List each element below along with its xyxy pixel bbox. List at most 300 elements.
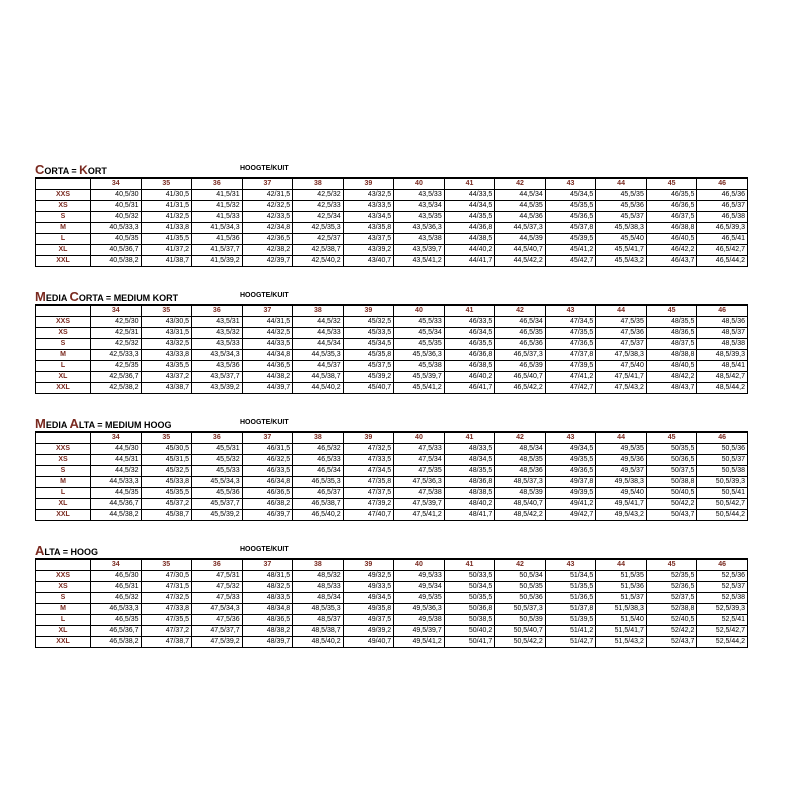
- column-header: 43: [545, 432, 596, 444]
- table-cell: 50/34,5: [444, 582, 495, 593]
- table-cell: 42/38,2: [242, 245, 293, 256]
- table-cell: 45,5/38: [394, 361, 445, 372]
- table-cell: 44,5/32: [91, 466, 142, 477]
- table-cell: 47,5/34,3: [192, 604, 243, 615]
- table-cell: 46/38,8: [646, 223, 697, 234]
- table-cell: 50/40,2: [444, 626, 495, 637]
- table-cell: 47/33,8: [141, 604, 192, 615]
- table-cell: 44,5/38,7: [293, 372, 344, 383]
- table-cell: 44,5/34: [293, 339, 344, 350]
- table-cell: 46,5/33: [293, 455, 344, 466]
- table-cell: 49,5/40: [596, 488, 647, 499]
- table-cell: 50,5/34: [495, 571, 546, 582]
- table-cell: 50,5/37,3: [495, 604, 546, 615]
- column-header: 42: [495, 559, 546, 571]
- table-cell: 52/42,2: [646, 626, 697, 637]
- table-cell: 44/39,7: [242, 383, 293, 394]
- row-size-label: S: [36, 466, 91, 477]
- table-cell: 46/35,5: [646, 190, 697, 201]
- table-cell: 43/37,2: [141, 372, 192, 383]
- table-cell: 44/36,5: [242, 361, 293, 372]
- column-header: 42: [495, 305, 546, 317]
- column-header: 35: [141, 432, 192, 444]
- table-corner-cell: [36, 305, 91, 317]
- table-row: [36, 444, 748, 455]
- table-cell: 50,5/37: [697, 455, 748, 466]
- table-row: [36, 328, 748, 339]
- table-cell: 48/39,7: [242, 637, 293, 648]
- table-cell: 47,5/37,7: [192, 626, 243, 637]
- table-cell: 48,5/39,3: [697, 350, 748, 361]
- table-cell: 48/31,5: [242, 571, 293, 582]
- table-cell: 45,5/34,3: [192, 477, 243, 488]
- table-cell: 47,5/33: [192, 593, 243, 604]
- table-cell: 46,5/40,2: [293, 510, 344, 521]
- table-cell: 43,5/36: [192, 361, 243, 372]
- table-corner-cell: [36, 559, 91, 571]
- table-cell: 42,5/40,2: [293, 256, 344, 267]
- table-cell: 49/34,5: [343, 593, 394, 604]
- row-size-label: M: [36, 223, 91, 234]
- row-size-label: XL: [36, 626, 91, 637]
- table-cell: 47/30,5: [141, 571, 192, 582]
- row-size-label: XXS: [36, 190, 91, 201]
- table-cell: 44,5/40,2: [293, 383, 344, 394]
- column-header: 46: [697, 432, 748, 444]
- column-header: 38: [293, 178, 344, 190]
- table-cell: 42,5/32: [91, 339, 142, 350]
- table-cell: 45/37,2: [141, 499, 192, 510]
- table-cell: 49/40,7: [343, 637, 394, 648]
- table-cell: 48,5/42,7: [697, 372, 748, 383]
- table-cell: 45/36,5: [545, 212, 596, 223]
- table-cell: 46,5/37: [293, 488, 344, 499]
- table-cell: 51,5/40: [596, 615, 647, 626]
- table-cell: 45,5/36,3: [394, 350, 445, 361]
- row-size-label: XL: [36, 245, 91, 256]
- table-row: [36, 455, 748, 466]
- table-cell: 48/41,7: [444, 510, 495, 521]
- row-size-label: XXL: [36, 383, 91, 394]
- table-cell: 44,5/36,7: [91, 499, 142, 510]
- table-cell: 47,5/33: [394, 444, 445, 455]
- column-header: 34: [91, 305, 142, 317]
- table-row: [36, 615, 748, 626]
- table-cell: 44,5/35: [91, 488, 142, 499]
- table-cell: 45,5/43,2: [596, 256, 647, 267]
- table-cell: 41,5/37,7: [192, 245, 243, 256]
- table-row: [36, 477, 748, 488]
- table-cell: 45/31,5: [141, 455, 192, 466]
- table-cell: 48,5/44,2: [697, 383, 748, 394]
- table-cell: 51,5/43,2: [596, 637, 647, 648]
- column-header: 37: [242, 432, 293, 444]
- row-size-label: XL: [36, 499, 91, 510]
- table-cell: 43/38,7: [141, 383, 192, 394]
- table-cell: 46/33,5: [242, 466, 293, 477]
- table-cell: 43,5/34: [394, 201, 445, 212]
- table-cell: 46,5/35: [495, 328, 546, 339]
- table-cell: 47/37,2: [141, 626, 192, 637]
- table-cell: 47/33,5: [343, 455, 394, 466]
- size-table: [35, 431, 748, 521]
- table-cell: 42,5/36,7: [91, 372, 142, 383]
- table-cell: 48,5/35: [495, 455, 546, 466]
- table-cell: 48/40,5: [646, 361, 697, 372]
- table-cell: 49/37,8: [545, 477, 596, 488]
- table-cell: 47,5/34: [394, 455, 445, 466]
- table-cell: 46/34,8: [242, 477, 293, 488]
- table-cell: 46,5/40,7: [495, 372, 546, 383]
- table-cell: 48,5/36: [495, 466, 546, 477]
- table-cell: 44,5/36: [495, 212, 546, 223]
- column-header: 35: [141, 559, 192, 571]
- table-header-row: [36, 432, 748, 444]
- table-cell: 52,5/39,3: [697, 604, 748, 615]
- table-cell: 48,5/38: [697, 339, 748, 350]
- column-header: 37: [242, 559, 293, 571]
- table-cell: 44,5/30: [91, 444, 142, 455]
- table-cell: 50/36,5: [646, 455, 697, 466]
- table-cell: 48/36,8: [444, 477, 495, 488]
- section-title: MEDIA ALTA = MEDIUM HOOG: [35, 416, 172, 431]
- table-cell: 50/35,5: [444, 593, 495, 604]
- table-row: [36, 223, 748, 234]
- table-cell: 45,5/35: [596, 190, 647, 201]
- table-cell: 41/38,7: [141, 256, 192, 267]
- section-subheader: HOOGTE/KUIT: [240, 165, 289, 172]
- table-row: [36, 317, 748, 328]
- table-cell: 46/38,5: [444, 361, 495, 372]
- table-cell: 52/36,5: [646, 582, 697, 593]
- table-row: [36, 488, 748, 499]
- table-cell: 49/42,7: [545, 510, 596, 521]
- section-title: ALTA = HOOG: [35, 543, 98, 558]
- table-cell: 44,5/35: [495, 201, 546, 212]
- table-cell: 46/40,5: [646, 234, 697, 245]
- table-cell: 50/43,7: [646, 510, 697, 521]
- table-cell: 50/41,7: [444, 637, 495, 648]
- table-cell: 43,5/37,7: [192, 372, 243, 383]
- table-cell: 47,5/31: [192, 571, 243, 582]
- table-cell: 46/36,5: [646, 201, 697, 212]
- table-cell: 50,5/42,2: [495, 637, 546, 648]
- table-cell: 51/39,5: [545, 615, 596, 626]
- column-header: 46: [697, 178, 748, 190]
- table-cell: 42/36,5: [242, 234, 293, 245]
- table-cell: 41,5/39,2: [192, 256, 243, 267]
- table-cell: 40,5/33,3: [91, 223, 142, 234]
- column-header: 38: [293, 559, 344, 571]
- table-cell: 45/34,5: [343, 339, 394, 350]
- row-size-label: M: [36, 350, 91, 361]
- table-cell: 42/32,5: [242, 201, 293, 212]
- table-cell: 47/35,5: [141, 615, 192, 626]
- column-header: 37: [242, 178, 293, 190]
- table-cell: 44,5/38,2: [91, 510, 142, 521]
- table-cell: 46,5/42,2: [495, 383, 546, 394]
- table-row: [36, 350, 748, 361]
- table-cell: 46/34,5: [444, 328, 495, 339]
- table-cell: 43,5/39,2: [192, 383, 243, 394]
- table-row: [36, 190, 748, 201]
- table-row: [36, 339, 748, 350]
- section-title: CORTA = KORT: [35, 162, 107, 177]
- table-cell: 42,5/34: [293, 212, 344, 223]
- table-cell: 42/33,5: [242, 212, 293, 223]
- table-cell: 52,5/44,2: [697, 637, 748, 648]
- column-header: 45: [646, 178, 697, 190]
- table-cell: 46,5/42,7: [697, 245, 748, 256]
- table-cell: 45/39,5: [545, 234, 596, 245]
- table-header-row: [36, 559, 748, 571]
- column-header: 45: [646, 305, 697, 317]
- table-cell: 49,5/35: [596, 444, 647, 455]
- table-cell: 51/41,2: [545, 626, 596, 637]
- table-cell: 41,5/32: [192, 201, 243, 212]
- table-cell: 46/41,7: [444, 383, 495, 394]
- table-cell: 47/41,2: [545, 372, 596, 383]
- column-header: 34: [91, 432, 142, 444]
- table-cell: 43/32,5: [141, 339, 192, 350]
- table-cell: 48,5/33: [293, 582, 344, 593]
- table-cell: 45,5/39,7: [394, 372, 445, 383]
- table-cell: 43/35,8: [343, 223, 394, 234]
- table-cell: 50/36,8: [444, 604, 495, 615]
- table-cell: 42,5/38,2: [91, 383, 142, 394]
- table-cell: 43,5/32: [192, 328, 243, 339]
- table-cell: 49/33,5: [343, 582, 394, 593]
- row-size-label: XXL: [36, 256, 91, 267]
- table-cell: 48/38,2: [242, 626, 293, 637]
- table-cell: 48/34,8: [242, 604, 293, 615]
- table-cell: 48/36,5: [242, 615, 293, 626]
- table-cell: 50/40,5: [646, 488, 697, 499]
- table-cell: 43,5/33: [394, 190, 445, 201]
- table-cell: 46,5/35,3: [293, 477, 344, 488]
- table-cell: 47,5/41,2: [394, 510, 445, 521]
- table-cell: 48/38,5: [444, 488, 495, 499]
- table-cell: 48,5/34: [293, 593, 344, 604]
- table-row: [36, 499, 748, 510]
- table-cell: 40,5/36,7: [91, 245, 142, 256]
- column-header: 38: [293, 432, 344, 444]
- table-cell: 44/35,5: [444, 212, 495, 223]
- table-cell: 48/36,5: [646, 328, 697, 339]
- table-cell: 46,5/30: [91, 571, 142, 582]
- column-header: 41: [444, 432, 495, 444]
- table-cell: 47,5/39,7: [394, 499, 445, 510]
- table-cell: 41/37,2: [141, 245, 192, 256]
- table-cell: 47,5/43,2: [596, 383, 647, 394]
- table-cell: 44/31,5: [242, 317, 293, 328]
- table-cell: 50,5/35: [495, 582, 546, 593]
- column-header: 40: [394, 432, 445, 444]
- table-cell: 47,5/32: [192, 582, 243, 593]
- table-cell: 47/39,2: [343, 499, 394, 510]
- table-cell: 41,5/36: [192, 234, 243, 245]
- table-cell: 51/35,5: [545, 582, 596, 593]
- table-cell: 48/42,2: [646, 372, 697, 383]
- table-row: [36, 256, 748, 267]
- table-cell: 40,5/32: [91, 212, 142, 223]
- table-row: [36, 593, 748, 604]
- table-cell: 44/34,5: [444, 201, 495, 212]
- table-cell: 45,5/40: [596, 234, 647, 245]
- table-cell: 46/38,2: [242, 499, 293, 510]
- table-cell: 41/35,5: [141, 234, 192, 245]
- table-cell: 46/31,5: [242, 444, 293, 455]
- table-cell: 46/32,5: [242, 455, 293, 466]
- table-cell: 44/33,5: [444, 190, 495, 201]
- table-cell: 45,5/35: [394, 339, 445, 350]
- table-cell: 46,5/36: [495, 339, 546, 350]
- table-cell: 52,5/38: [697, 593, 748, 604]
- table-cell: 45/33,8: [141, 477, 192, 488]
- table-cell: 41,5/34,3: [192, 223, 243, 234]
- table-cell: 47,5/41,7: [596, 372, 647, 383]
- column-header: 46: [697, 305, 748, 317]
- table-cell: 46,5/31: [91, 582, 142, 593]
- table-cell: 43,5/36,3: [394, 223, 445, 234]
- column-header: 43: [545, 559, 596, 571]
- table-cell: 51/36,5: [545, 593, 596, 604]
- table-cell: 42/31,5: [242, 190, 293, 201]
- table-cell: 47/32,5: [141, 593, 192, 604]
- table-cell: 48,5/40,2: [293, 637, 344, 648]
- table-cell: 45,5/38,3: [596, 223, 647, 234]
- column-header: 38: [293, 305, 344, 317]
- table-cell: 44,5/33: [293, 328, 344, 339]
- column-header: 44: [596, 432, 647, 444]
- table-cell: 46,5/39,3: [697, 223, 748, 234]
- table-cell: 49,5/39,7: [394, 626, 445, 637]
- table-cell: 43,5/38: [394, 234, 445, 245]
- table-cell: 40,5/38,2: [91, 256, 142, 267]
- table-cell: 48/34,5: [444, 455, 495, 466]
- table-cell: 48/43,7: [646, 383, 697, 394]
- table-cell: 46,5/35: [91, 615, 142, 626]
- table-cell: 43,5/31: [192, 317, 243, 328]
- table-row: [36, 466, 748, 477]
- column-header: 41: [444, 305, 495, 317]
- table-cell: 41/31,5: [141, 201, 192, 212]
- table-cell: 48,5/40,7: [495, 499, 546, 510]
- table-cell: 52,5/36: [697, 571, 748, 582]
- column-header: 42: [495, 178, 546, 190]
- table-cell: 50/42,2: [646, 499, 697, 510]
- table-cell: 46/36,5: [242, 488, 293, 499]
- table-cell: 49/34,5: [545, 444, 596, 455]
- table-cell: 50,5/38: [697, 466, 748, 477]
- table-cell: 45/39,2: [343, 372, 394, 383]
- table-cell: 44/40,2: [444, 245, 495, 256]
- column-header: 43: [545, 178, 596, 190]
- table-cell: 44/33,5: [242, 339, 293, 350]
- table-cell: 46/39,7: [242, 510, 293, 521]
- table-cell: 45,5/37,7: [192, 499, 243, 510]
- table-row: [36, 582, 748, 593]
- table-cell: 44,5/37: [293, 361, 344, 372]
- table-cell: 45/30,5: [141, 444, 192, 455]
- column-header: 40: [394, 305, 445, 317]
- table-cell: 48/40,2: [444, 499, 495, 510]
- table-cell: 44,5/31: [91, 455, 142, 466]
- table-cell: 46/43,7: [646, 256, 697, 267]
- table-cell: 46,5/34: [495, 317, 546, 328]
- table-cell: 44,5/39: [495, 234, 546, 245]
- row-size-label: XXS: [36, 571, 91, 582]
- row-size-label: M: [36, 477, 91, 488]
- section-subheader: HOOGTE/KUIT: [240, 292, 289, 299]
- table-cell: 47/38,7: [141, 637, 192, 648]
- table-cell: 52/43,7: [646, 637, 697, 648]
- table-cell: 50/38,8: [646, 477, 697, 488]
- column-header: 42: [495, 432, 546, 444]
- table-cell: 51,5/41,7: [596, 626, 647, 637]
- table-cell: 45/34,5: [545, 190, 596, 201]
- table-row: [36, 571, 748, 582]
- table-cell: 47/35,8: [343, 477, 394, 488]
- table-cell: 45/41,2: [545, 245, 596, 256]
- table-cell: 47,5/38,3: [596, 350, 647, 361]
- table-cell: 48,5/37,3: [495, 477, 546, 488]
- column-header: 39: [343, 178, 394, 190]
- section-subheader: HOOGTE/KUIT: [240, 419, 289, 426]
- table-cell: 48,5/34: [495, 444, 546, 455]
- row-size-label: XS: [36, 582, 91, 593]
- table-cell: 44/32,5: [242, 328, 293, 339]
- table-cell: 51,5/38,3: [596, 604, 647, 615]
- table-cell: 47/42,7: [545, 383, 596, 394]
- column-header: 44: [596, 559, 647, 571]
- table-cell: 45,5/41,2: [394, 383, 445, 394]
- table-cell: 52/37,5: [646, 593, 697, 604]
- table-cell: 50,5/41: [697, 488, 748, 499]
- table-cell: 51,5/37: [596, 593, 647, 604]
- row-size-label: XXL: [36, 637, 91, 648]
- table-cell: 49/37,5: [343, 615, 394, 626]
- table-cell: 43/37,5: [343, 234, 394, 245]
- row-size-label: S: [36, 212, 91, 223]
- table-cell: 46/36,8: [444, 350, 495, 361]
- table-cell: 48/37,5: [646, 339, 697, 350]
- table-cell: 41/33,8: [141, 223, 192, 234]
- row-size-label: XS: [36, 328, 91, 339]
- table-cell: 49,5/34: [394, 582, 445, 593]
- table-row: [36, 361, 748, 372]
- table-cell: 46/40,2: [444, 372, 495, 383]
- table-cell: 49/32,5: [343, 571, 394, 582]
- table-cell: 45/35,5: [141, 488, 192, 499]
- row-size-label: L: [36, 615, 91, 626]
- table-cell: 41,5/31: [192, 190, 243, 201]
- table-cell: 50,5/42,7: [697, 499, 748, 510]
- row-size-label: XS: [36, 201, 91, 212]
- table-cell: 46,5/38,2: [91, 637, 142, 648]
- column-header: 35: [141, 305, 192, 317]
- table-cell: 50,5/40,7: [495, 626, 546, 637]
- column-header: 45: [646, 559, 697, 571]
- table-cell: 42,5/35,3: [293, 223, 344, 234]
- column-header: 36: [192, 178, 243, 190]
- column-header: 45: [646, 432, 697, 444]
- table-cell: 49/39,5: [545, 488, 596, 499]
- table-cell: 45,5/39,2: [192, 510, 243, 521]
- table-cell: 50/33,5: [444, 571, 495, 582]
- table-cell: 40,5/35: [91, 234, 142, 245]
- table-cell: 43/35,5: [141, 361, 192, 372]
